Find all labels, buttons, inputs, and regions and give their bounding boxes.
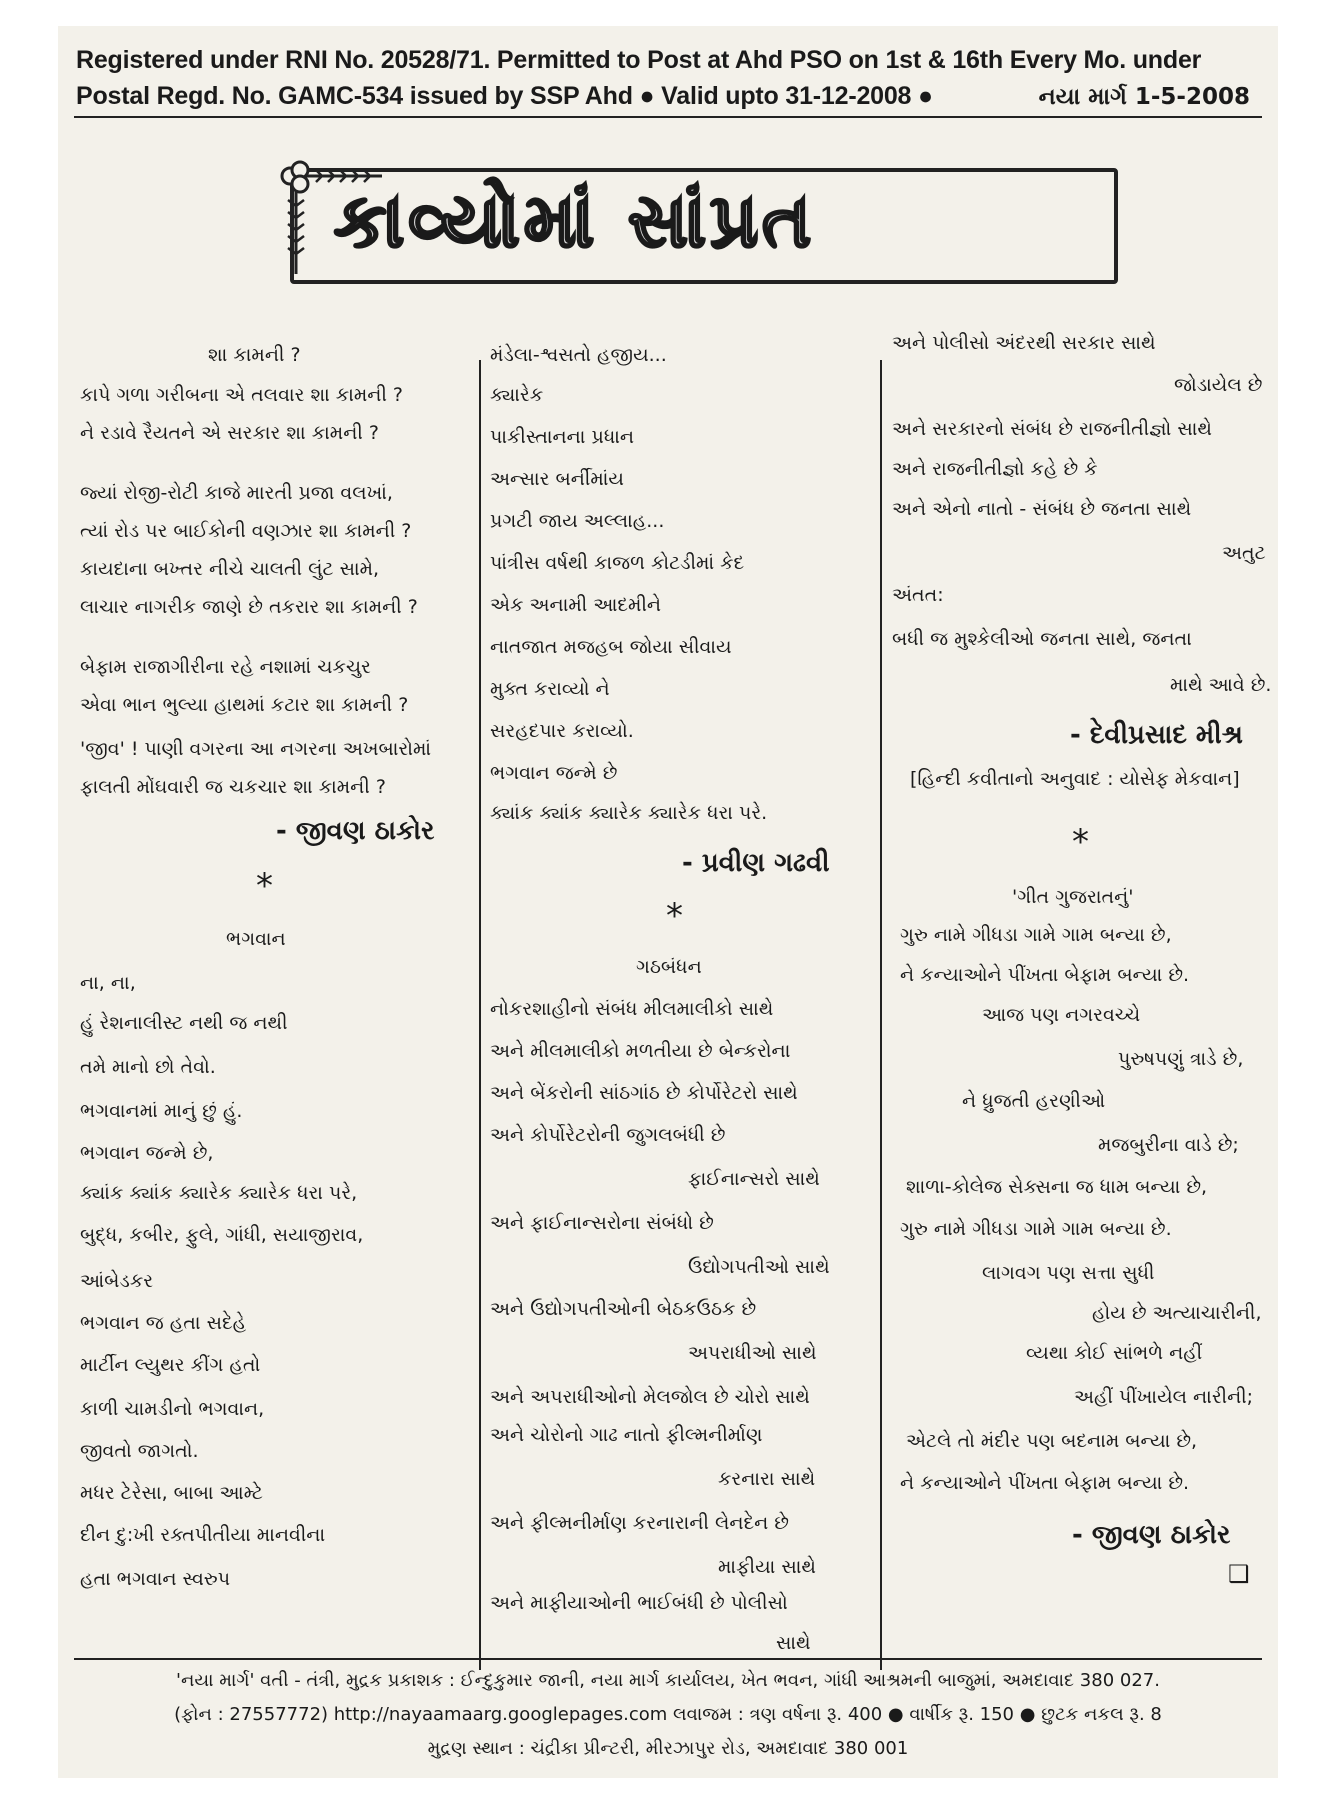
poem-line: મધર ટેરેસા, બાબા આમ્ટે (80, 1482, 263, 1504)
poem-line: અને અપરાધીઓનો મેલજોલ છે ચોરો સાથે (490, 1386, 810, 1408)
poem-line: પ્રગટી જાય અલ્લાહ... (490, 510, 665, 532)
poem-line: આજ પણ નગરવચ્ચે (982, 1004, 1141, 1026)
poem-line: અને રાજનીતીજ્ઞો કહે છે કે (892, 458, 1098, 480)
poem-line: એવા ભાન ભુલ્યા હાથમાં કટાર શા કામની ? (80, 694, 409, 716)
poem-line: અને ફીલ્મનીર્માણ કરનારાની લેનદેન છે (490, 1512, 789, 1534)
poem-line: કાળી ચામડીનો ભગવાન, (80, 1398, 265, 1420)
poem-line: અને માફીયાઓની ભાઈબંધી છે પોલીસો (490, 1592, 788, 1614)
contact-subscription-line: (ફોન : 27557772) http://nayaamaarg.googlepages.com લવાજમ : ત્રણ વર્ષના રૂ. 400 ● વાર્ષીક રૂ. 150 ● છુટક નકલ રૂ. 8 (174, 1704, 1162, 1725)
poem-line: જીવતો જાગતો. (80, 1440, 199, 1462)
registration-line-1: Registered under RNI No. 20528/71. Permitted to Post at Ahd PSO on 1st & 16th Every Mo. under (76, 46, 1202, 74)
poem-line: એક અનામી આદમીને (490, 594, 662, 616)
poem-line: અને પોલીસો અંદરથી સરકાર સાથે (892, 332, 1156, 354)
poem-line: શાળા-કોલેજ સેક્સના જ ધામ બન્યા છે, (906, 1176, 1208, 1198)
header-rule (74, 116, 1262, 118)
publisher-line: 'નયા માર્ગ' વતી - તંત્રી, મુદ્રક પ્રકાશક : ઈન્દુકુમાર જાની, નયા માર્ગ કાર્યાલય, ખેત ભવન, ગાંધી આશ્રમની બાજુમાં, અમદાવાદ 380 027. (176, 1670, 1160, 1691)
poem-title: શા કામની ? (208, 344, 301, 366)
poem-line: ક્યાંક ક્યાંક ક્યારેક ક્યારેક ધરા પરે. (490, 802, 768, 824)
poem-line: ને કન્યાઓને પીંખતા બેફામ બન્યા છે. (900, 1472, 1190, 1494)
registration-line-2: Postal Regd. No. GAMC-534 issued by SSP Ahd ● Valid upto 31-12-2008 ● (76, 82, 933, 110)
issue-date: નયા માર્ગ 1-5-2008 (1038, 84, 1250, 110)
poem-line: મંડેલા-શ્વસતો હજીય... (490, 344, 667, 366)
poem-line: મુક્ત કરાવ્યો ને (490, 678, 610, 700)
poem-line: અને બેંકરોની સાંઠગાંઠ છે કોર્પોરેટરો સાથે (490, 1082, 798, 1104)
end-mark-icon: ❑ (1228, 1560, 1250, 1588)
poem-author: - પ્રવીણ ગઢવી (682, 848, 830, 878)
poem-line: અને ફાઈનાન્સરોના સંબંધો છે (490, 1212, 714, 1234)
poem-line: એટલે તો મંદીર પણ બદનામ બન્યા છે, (906, 1430, 1198, 1452)
poem-author: - જીવણ ઠાકોર (1072, 1520, 1231, 1550)
poem-line: ને રડાવે રૈયતને એ સરકાર શા કામની ? (80, 422, 379, 444)
poem-line: ભગવાન જન્મે છે, (80, 1142, 214, 1164)
poem-line: ક્યાંક ક્યાંક ક્યારેક ક્યારેક ધરા પરે, (80, 1182, 358, 1204)
poem-line: માર્ટીન લ્યુથર કીંગ હતો (80, 1354, 261, 1376)
poem-line: પાકીસ્તાનના પ્રધાન (490, 426, 635, 448)
poem-line: ને કન્યાઓને પીંખતા બેફામ બન્યા છે. (900, 964, 1190, 986)
poem-line: અને એનો નાતો - સંબંધ છે જનતા સાથે (892, 498, 1192, 520)
poem-line: બેફામ રાજાગીરીના રહે નશામાં ચકચુર (80, 656, 371, 678)
poem-line: લાગવગ પણ સત્તા સુધી (982, 1262, 1155, 1284)
poem-line: જ્યાં રોજી-રોટી કાજે મારતી પ્રજા વલખાં, (80, 482, 393, 504)
translation-note: [હિન્દી કવીતાનો અનુવાદ : યોસેફ મેકવાન] (910, 768, 1240, 790)
poem-line: હતા ભગવાન સ્વરુપ (80, 1568, 231, 1590)
poem-line: ત્યાં રોડ પર બાઈકોની વણઝાર શા કામની ? (80, 520, 412, 542)
separator-star: * (256, 866, 273, 906)
poem-line: કાયદાના બખ્તર નીચે ચાલતી લુંટ સામે, (80, 558, 380, 580)
poem-line: ગુરુ નામે ગીધડા ગામે ગામ બન્યા છે, (900, 924, 1172, 946)
poem-line: અંતત: (892, 584, 944, 606)
poem-line: અતુટ (1222, 542, 1266, 564)
poem-line: લાચાર નાગરીક જાણે છે તકરાર શા કામની ? (80, 596, 418, 618)
poem-line: મજબુરીના વાડે છે; (1098, 1134, 1239, 1156)
poem-line: ના, ના, (80, 972, 136, 994)
poem-line: અપરાધીઓ સાથે (688, 1342, 817, 1364)
poem-line: ભગવાનમાં માનું છું હું. (80, 1100, 243, 1122)
poem-title: 'ગીત ગુજરાતનું' (1012, 886, 1134, 908)
poem-line: માથે આવે છે. (1170, 674, 1272, 696)
poem-line: તમે માનો છો તેવો. (80, 1056, 216, 1078)
poem-author: - દેવીપ્રસાદ મીશ્ર (1070, 720, 1243, 750)
poem-line: કરનારા સાથે (718, 1468, 816, 1490)
floral-ornament-icon (272, 156, 384, 276)
poem-line: અન્સાર બર્નીમાંય (490, 468, 624, 490)
poem-line: અને કોર્પોરેટરોની જુગલબંધી છે (490, 1124, 726, 1146)
separator-star: * (1072, 822, 1089, 862)
poem-line: બુદ્ધ, કબીર, ફુલે, ગાંધી, સયાજીરાવ, (80, 1224, 364, 1246)
poem-line: બધી જ મુશ્કેલીઓ જનતા સાથે, જનતા (892, 628, 1192, 650)
poem-line: અને સરકારનો સંબંધ છે રાજનીતીજ્ઞો સાથે (892, 418, 1212, 440)
poem-line: સાથે (776, 1632, 811, 1654)
poem-line: ઉદ્યોગપતીઓ સાથે (688, 1256, 830, 1278)
poem-line: માફીયા સાથે (718, 1556, 816, 1578)
poem-line: ભગવાન જ હતા સદેહે (80, 1312, 247, 1334)
poem-line: જોડાયેલ છે (1174, 374, 1263, 396)
footer-rule (74, 1658, 1262, 1660)
poem-line: વ્યથા કોઈ સાંભળે નહીં (1026, 1342, 1203, 1364)
poem-line: કાપે ગળા ગરીબના એ તલવાર શા કામની ? (80, 384, 403, 406)
poem-line: નોકરશાહીનો સંબંધ મીલમાલીકો સાથે (490, 998, 774, 1020)
poem-author: - જીવણ ઠાકોર (276, 816, 435, 846)
poem-line: અને ચોરોનો ગાઢ નાતો ફીલ્મનીર્માણ (490, 1424, 763, 1446)
poem-line: ગુરુ નામે ગીધડા ગામે ગામ બન્યા છે. (900, 1218, 1172, 1240)
poem-line: ને ધ્રુજતી હરણીઓ (962, 1090, 1106, 1112)
column-divider (479, 360, 481, 1670)
poem-line: અને મીલમાલીકો મળતીયા છે બેન્કરોના (490, 1040, 791, 1062)
poem-line: પુરુષપણું ત્રાડે છે, (1118, 1048, 1244, 1070)
poem-line: નાતજાત મજહબ જોયા સીવાય (490, 636, 732, 658)
poem-line: હું રેશનાલીસ્ટ નથી જ નથી (80, 1012, 288, 1034)
poem-line: અહીં પીંખાયેલ નારીની; (1074, 1386, 1254, 1408)
poem-line: સરહદપાર કરાવ્યો. (490, 720, 634, 742)
printer-line: મુદ્રણ સ્થાન : ચંદ્રીકા પ્રીન્ટરી, મીરઝાપુર રોડ, અમદાવાદ 380 001 (427, 1738, 909, 1759)
poem-title: ગઠબંધન (636, 956, 702, 978)
poem-line: ભગવાન જન્મે છે (490, 762, 618, 784)
poem-line: ફાલતી મોંઘવારી જ ચકચાર શા કામની ? (80, 776, 386, 798)
poem-line: દીન દુ:ખી રક્તપીતીયા માનવીના (80, 1524, 326, 1546)
poem-line: આંબેડકર (80, 1270, 154, 1292)
poem-line: ફાઈનાન્સરો સાથે (688, 1168, 820, 1190)
column-divider (880, 360, 882, 1670)
title-box (290, 168, 1118, 284)
poem-title: ભગવાન (226, 928, 286, 950)
poem-line: હોય છે અત્યાચારીની, (1092, 1302, 1262, 1324)
poem-line: 'જીવ' ! પાણી વગરના આ નગરના અખબારોમાં (80, 738, 432, 760)
poem-line: અને ઉદ્યોગપતીઓની બેઠકઉઠક છે (490, 1298, 757, 1320)
section-title: કાવ્યોમાં સાંપ્રત (334, 178, 816, 264)
separator-star: * (666, 896, 683, 936)
poem-line: પાંત્રીસ વર્ષથી કાજળ કોટડીમાં કેદ (490, 552, 745, 574)
newspaper-page (58, 26, 1278, 1778)
poem-line: ક્યારેક (490, 384, 544, 406)
